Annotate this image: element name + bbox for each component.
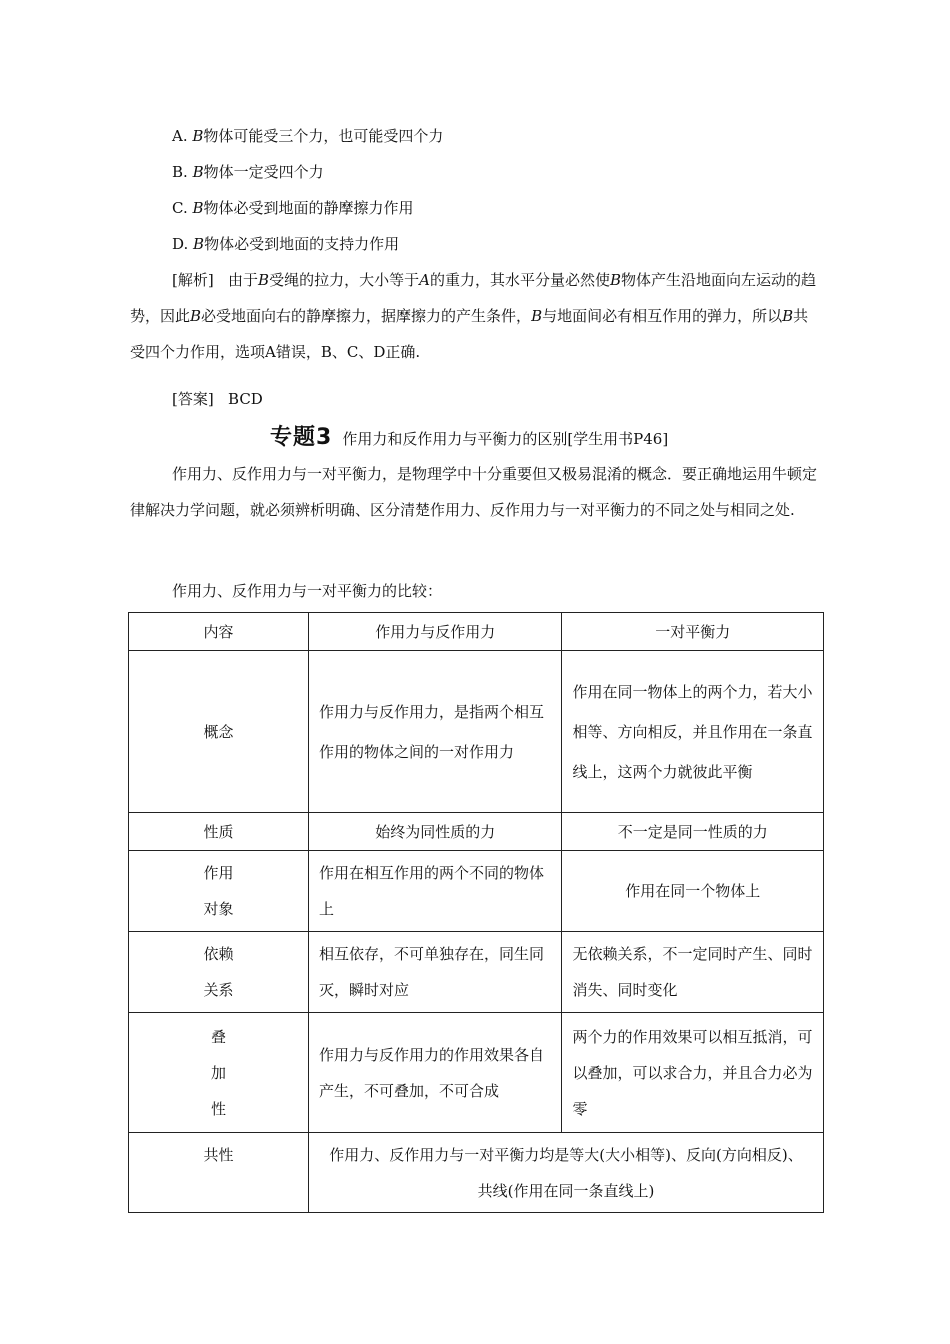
option-b: B. B物体一定受四个力 <box>172 163 324 181</box>
header-action-reaction: 作用力与反作用力 <box>308 613 562 651</box>
compare-intro: 作用力、反作用力与一对平衡力的比较： <box>172 582 443 600</box>
cell-balance: 作用在同一物体上的两个力，若大小相等、方向相反，并且作用在一条直线上，这两个力就彼此平衡 <box>562 651 824 813</box>
cell-common: 作用力、反作用力与一对平衡力均是等大(大小相等)、反向(方向相反)、共线(作用在同一条直线上) <box>308 1133 823 1213</box>
answer-value: BCD <box>228 390 263 408</box>
cell-balance: 无依赖关系，不一定同时产生、同时消失、同时变化 <box>562 932 824 1013</box>
option-c: C. B物体必受到地面的静摩擦力作用 <box>172 199 414 217</box>
topic-title: 作用力和反作用力与平衡力的区别[学生用书P46] <box>342 430 669 448</box>
row-label: 作用对象 <box>129 851 309 932</box>
cell-action-reaction: 相互依存，不可单独存在，同生同灭，瞬时对应 <box>308 932 562 1013</box>
cell-action-reaction: 作用在相互作用的两个不同的物体上 <box>308 851 562 932</box>
answer-line <box>172 388 263 409</box>
row-label: 性质 <box>129 813 309 851</box>
table-row <box>129 651 824 813</box>
analysis-tag: [解析] <box>172 271 214 289</box>
table-common-row <box>129 1133 824 1213</box>
table-row <box>129 1013 824 1133</box>
topic-heading <box>270 420 668 451</box>
cell-balance: 不一定是同一性质的力 <box>562 813 824 851</box>
cell-balance: 两个力的作用效果可以相互抵消，可以叠加，可以求合力，并且合力必为零 <box>562 1013 824 1133</box>
table-header-row <box>129 613 824 651</box>
row-label: 叠加性 <box>129 1013 309 1133</box>
analysis-paragraph: [解析] 由于B受绳的拉力，大小等于A的重力，其水平分量必然使B物体产生沿地面向左运动的趋势，因此B必受地面向右的静摩擦力，据摩擦力的产生条件，B与地面间必有相互作用的弹力，所以B共受四个力作用，选项A错误，B、C、D正确. <box>130 271 816 361</box>
table-row <box>129 813 824 851</box>
answer-tag: [答案] <box>172 390 214 408</box>
option-d: D. B物体必受到地面的支持力作用 <box>172 235 400 253</box>
header-balance: 一对平衡力 <box>562 613 824 651</box>
row-label: 依赖关系 <box>129 932 309 1013</box>
row-label: 共性 <box>129 1133 309 1213</box>
table-row <box>129 932 824 1013</box>
row-label: 概念 <box>129 651 309 813</box>
table-row <box>129 851 824 932</box>
option-a: A. B物体可能受三个力，也可能受四个力 <box>172 127 444 145</box>
cell-balance: 作用在同一个物体上 <box>562 851 824 932</box>
header-content: 内容 <box>129 613 309 651</box>
cell-action-reaction: 作用力与反作用力的作用效果各自产生，不可叠加，不可合成 <box>308 1013 562 1133</box>
cell-action-reaction: 作用力与反作用力，是指两个相互作用的物体之间的一对作用力 <box>308 651 562 813</box>
intro-paragraph: 作用力、反作用力与一对平衡力，是物理学中十分重要但又极易混淆的概念．要正确地运用牛顿定律解决力学问题，就必须辨析明确、区分清楚作用力、反作用力与一对平衡力的不同之处与相同之处. <box>130 465 818 519</box>
cell-action-reaction: 始终为同性质的力 <box>308 813 562 851</box>
topic-number: 专题3 <box>270 425 333 450</box>
comparison-table <box>128 612 824 1213</box>
